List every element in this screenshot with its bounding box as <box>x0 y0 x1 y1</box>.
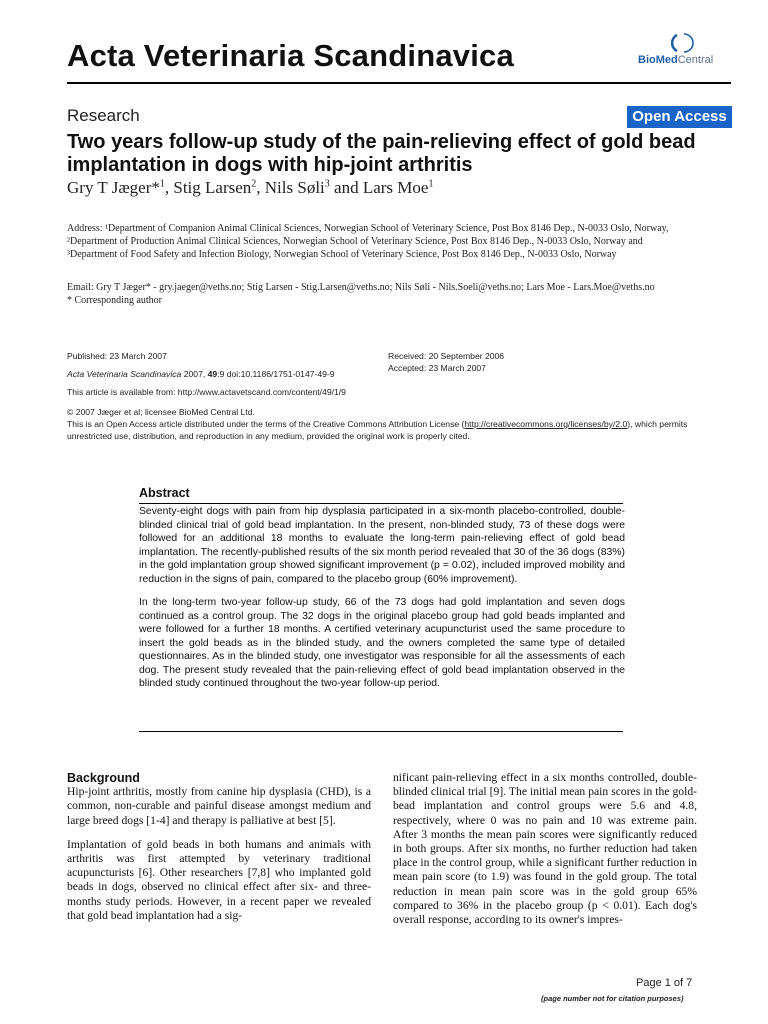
page-note: (page number not for citation purposes) <box>541 994 684 1003</box>
header-rule <box>67 82 731 84</box>
affiliation-mark: 2 <box>251 178 257 190</box>
body-paragraph: nificant pain-relieving effect in a six months controlled, double-blinded clinical trial [9]. The initial mean pain scores in the gold-bead implantation and control groups were 5.6 and 4.8, respectively, where 0 was no pain and 10 was extreme pain. After 3 months the mean pain scores were significantly reduced in both groups. After six months, no further reduction had taken place in the control group, while a significant further reduction in mean pain score (to 1.9) was found in the gold group. The total reduction in mean pain score was in the gold group 65% compared to 36% in the placebo group (p < 0.01). Each dog's overall response, according to its owner's impres- <box>393 771 697 927</box>
citation-volume: 49 <box>207 369 218 379</box>
license-text-b: ), which permits unrestricted use, distribution, and reproduction in any medium, provided the original work is properly cited. <box>67 419 688 441</box>
abstract-paragraph: Seventy-eight dogs with pain from hip dysplasia participated in a six-month placebo-controlled, double-blinded clinical trial of gold bead implantation. In the present, non-blinded study, 73 of these dogs were followed for an additional 18 months to evaluate the long-term pain-relieving effect of gold bead implantation. The recently-published results of the six month period revealed that 30 of the 36 dogs (83%) in the gold implantation group showed significant improvement (p = 0.02), included improved mobility and reduction in the signs of pain, compared to the placebo group (60% improvement). <box>139 506 625 585</box>
body-column-left <box>67 771 371 933</box>
affiliation-mark: 1 <box>159 178 165 190</box>
affiliation-mark: 1 <box>428 178 434 190</box>
affiliation-mark: 3 <box>324 178 330 190</box>
corresponding-author-note: * Corresponding author <box>67 295 162 306</box>
author-name: , Stig Larsen <box>164 178 252 197</box>
article-type: Research <box>67 106 140 125</box>
license-text-a: This is an Open Access article distributed under the terms of the Creative Commons Attribution License ( <box>67 419 465 429</box>
article-url[interactable]: This article is available from: http://www.actavetscand.com/content/49/1/9 <box>67 387 346 397</box>
body-paragraph: Hip-joint arthritis, mostly from canine hip dysplasia (CHD), is a common, non-curable and painful disease amongst medium and large breed dogs [1-4] and therapy is palliative at best [5]. <box>67 785 371 827</box>
citation-line <box>67 368 387 380</box>
citation-journal: Acta Veterinaria Scandinavica <box>67 369 182 379</box>
author-name: Gry T Jæger* <box>67 178 160 197</box>
page-number: Page 1 of 7 <box>636 977 693 989</box>
journal-title: Acta Veterinaria Scandinavica <box>67 38 514 73</box>
author-list <box>67 178 433 198</box>
license-text <box>67 418 707 442</box>
author-emails: Email: Gry T Jæger* - gry.jaeger@veths.no; Stig Larsen - Stig.Larsen@veths.no; Nils Søli - Nils.Soeli@veths.no; Lars Moe - Lars.Moe@veths.no <box>67 282 655 293</box>
copyright-line: © 2007 Jæger et al; licensee BioMed Central Ltd. <box>67 407 255 417</box>
license-link[interactable]: http://creativecommons.org/licenses/by/2.0 <box>464 419 628 429</box>
received-accepted <box>388 350 688 374</box>
logo-biomed-text: BioMed <box>638 54 678 66</box>
affiliation-address: Address: ¹Department of Companion Animal Clinical Sciences, Norwegian School of Veterinary Science, Post Box 8146 Dep., N-0033 Oslo, Norway, ²Department of Production Animal Clinical Sciences, Norwegian School of Veterinary Science, Post Box 8146 Dep., N-0033 Oslo, Norway and ³Department of Food Safety and Infection Biology, Norwegian School of Veterinary Science, Post Box 8146 Dep., N-0033 Oslo, Norway <box>67 223 669 260</box>
abstract-bottom-rule <box>139 731 623 732</box>
biomed-central-logo <box>636 32 746 72</box>
received-date: Received: 20 September 2006 <box>388 351 505 361</box>
body-column-right <box>393 771 697 937</box>
copyright-block <box>67 406 707 442</box>
accepted-date: Accepted: 23 March 2007 <box>388 363 486 373</box>
body-paragraph: Implantation of gold beads in both humans and animals with arthritis was first attempted by veterinary traditional acupuncturists [6]. Other researchers [7,8] who implanted gold beads in dogs, observed no clinical effect after six- and three-months study periods. However, in a recent paper we revealed that gold bead implantation had a sig- <box>67 837 371 922</box>
author-name: , Nils Søli <box>256 178 325 197</box>
logo-central-text: Central <box>677 54 714 66</box>
author-name: and Lars Moe <box>329 178 429 197</box>
abstract-body <box>139 505 625 701</box>
citation-year: 2007, <box>181 369 208 379</box>
background-heading: Background <box>67 771 140 785</box>
open-access-badge: Open Access <box>627 106 732 128</box>
biomed-arc-icon <box>668 32 696 54</box>
published-date: Published: 23 March 2007 <box>67 351 167 361</box>
abstract-heading: Abstract <box>139 486 190 500</box>
abstract-paragraph: In the long-term two-year follow-up study, 66 of the 73 dogs had gold implantation and seven dogs continued as a control group. The 32 dogs in the original placebo group had gold beads implanted and were followed for a further 18 months. A certified veterinary acupuncturist used the same procedure to insert the gold beads as in the blinded study, and the owners completed the same type of detailed questionnaires. As in the blinded study, one investigator was responsible for all the assessments of each dog. The present study revealed that the pain-relieving effect of gold bead implantation observed in the blinded study continued throughout the two-year follow-up period. <box>139 597 625 689</box>
abstract-top-rule <box>139 503 623 504</box>
article-title: Two years follow-up study of the pain-relieving effect of gold bead implantation in dogs with hip-joint arthritis <box>67 131 696 176</box>
citation-doi: :9 doi:10.1186/1751-0147-49-9 <box>217 369 335 379</box>
publication-info <box>67 350 387 404</box>
